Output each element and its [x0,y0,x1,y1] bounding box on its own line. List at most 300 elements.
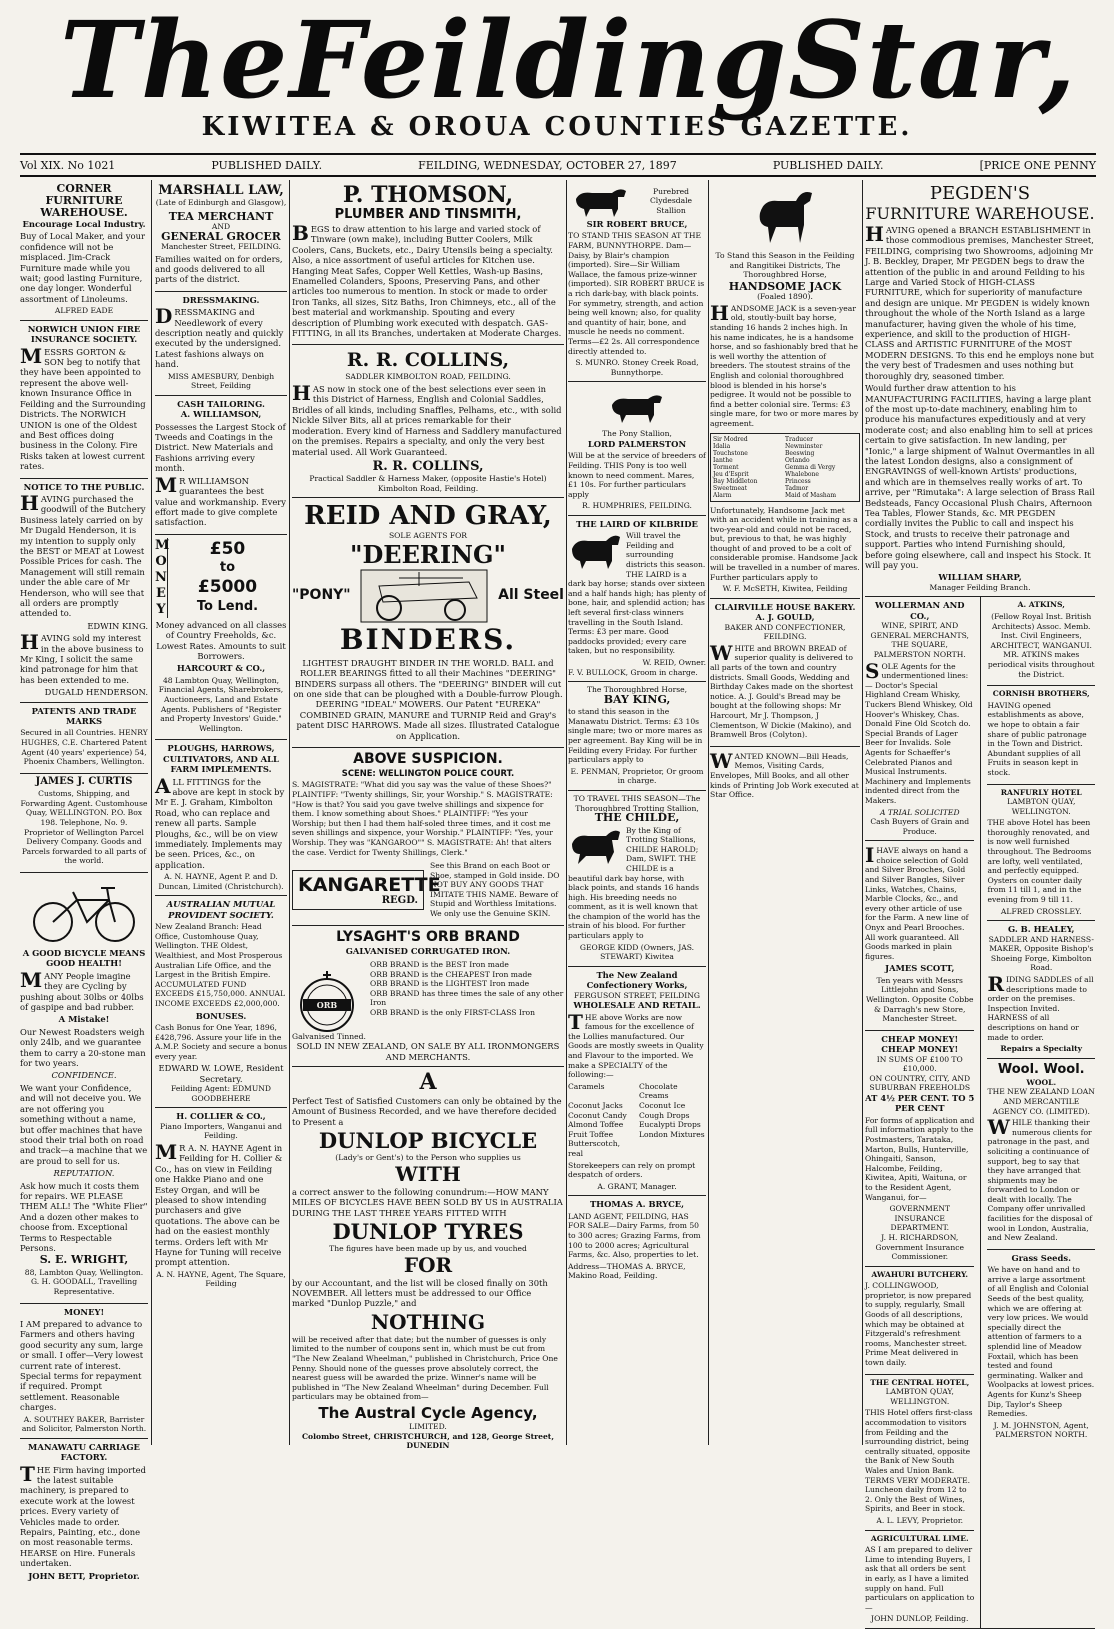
ad-text: Buy of Local Maker, and your confidence will not be misplaced. Jim-Crack Furniture made while you wait; good lasting Furniture, one day longer. Wonderful assortment of Linoleums. [20,231,145,304]
ad-subheading: THE NEW ZEALAND LOAN AND MERCANTILE AGENCY CO. (LIMITED). [987,1087,1095,1116]
ad-text: We want your Confidence, and will not deceive you. We are not offering you something without a name, but offer machines that have stood their trial both on road and track—a machine that we are proud to sell for us. [20,1082,148,1166]
ad-ploughs [155,740,287,896]
ad-text: WHILE thanking their numerous clients for patronage in the past, and soliciting a continuance of support, beg to say that they have arranged that shipments may be forwarded to London or dealt with locally. The Company offer unrivalled facilities for the disposal of wool in London, Australia, and New Zealand. [987,1115,1093,1243]
ad-bicycle [20,873,148,1304]
ad-signature: A. WILLIAMSON, [180,409,262,420]
pedigree-entry: Ianthe [713,456,733,464]
ad-cornish [987,686,1095,784]
ad-text: to stand this season in the Manawatu District. Terms: £3 10s single mare; two or more mares as per agreement. Bay King will be in Feilding every Friday. For further particulars apply to [568,707,703,765]
ad-handsome-jack [710,180,860,599]
ad-text: Customs, Shipping, and Forwarding Agent. Customhouse Quay, WELLINGTON. P.O. Box 198. Telephone, No. 9. Proprietor of Wellington Parcel Delivery Company. Goods and Parcels forwarded to all parts of the world. [20,789,148,866]
ad-heading: H. COLLIER & CO., [176,1111,266,1122]
ad-wanted-known [710,747,860,806]
pedigree-entry: Gemma di Vergy [785,463,836,471]
ad-subheading: WOOL. [1026,1077,1057,1087]
ad-heading: NORWICH UNION FIRE INSURANCE SOCIETY. [27,323,141,345]
ad-signature: A. J. GOULD, [755,612,815,623]
ad-heading: A. ATKINS, [1017,600,1065,610]
ad-address: LAMBTON QUAY, WELLINGTON. [1007,797,1076,816]
ad-text: LAND AGENT, FEILDING, HAS FOR SALE—Dairy Farms, from 50 to 300 acres; Grazing Farms, from 100 to 2000 acres; Agricultural Farms, &c. Also, properties to let. [568,1211,701,1260]
ad-text: a correct answer to the following conundrum:—HOW MANY MILES OF BICYCLES HAVE BEEN SOLD BY US in AUSTRALIA DURING THE LAST THREE YEARS FITTED WITH [292,1186,563,1218]
ad-heading: NOTICE TO THE PUBLIC. [23,481,145,492]
ad-signature: EDWARD W. LOWE, Resident Secretary. [158,1063,284,1084]
pedigree-entry: Torment [713,463,739,471]
ad-reid-gray [292,498,564,748]
masthead-title [60,0,1078,122]
ad-text: DRESSMAKING and Needlework of every description neatly and quickly executed by the undersigned. Latest fashions always on hand. [155,304,284,370]
ad-text: Will be at the service of breeders of Feilding. THIS Pony is too well known to need comment. Mares, £1 10s. For further particulars apply [568,451,706,499]
ad-text: Will travel the Feilding and surrounding districts this season. THE LAIRD is a dark bay horse; stands over sixteen and a half hands high; has plenty of bone, hair, and splendid action; has left several first-class winners travelling in the South Island. Terms: £3 per mare. Good paddocks provided; every care taken, but no responsibility. [568,531,706,656]
column-3 [292,180,564,1451]
ad-heading: THE CENTRAL HOTEL, [870,1377,970,1387]
dateline [20,153,1096,177]
money-vertical-letters: MONEY [155,537,170,617]
ad-sir-robert-bruce [568,180,706,382]
ad-text: ALL FITTINGS for the above are kept in stock by Mr E. J. Graham, Kimbolton Road, who can replace and renew all parts. Sample Ploughs, &c., will be on view immediately. Implements may be seen. Prices, &c., on application. [155,773,285,870]
ad-subheading: BONUSES. [195,1010,247,1021]
ad-text: Ten years with Messrs Littlejohn and Sons, Wellington. Opposite Cobbe & Darragh's new Store, Manchester Street. [866,975,974,1024]
ad-collier [155,1108,287,1293]
ad-signature: The Austral Cycle Agency, [318,1404,538,1423]
ad-address: LAMBTON QUAY, WELLINGTON. [885,1387,954,1406]
ad-subheading: REPUTATION. [53,1168,115,1179]
ad-heading: WOLLERMAN AND CO., [874,600,965,621]
ad-heading: R. R. COLLINS, [346,349,510,372]
pedigree-entry: Touchstone [713,449,748,457]
ad-the-childe [568,791,706,967]
ad-text: HAS now in stock one of the best selections ever seen in this District of Harness, English and Colonial Saddles, Bridles of all kinds, including Snaffles, Pelhams, etc., with solid Nickle Silver Bits, all at prices remarkable for their moderation. Every kind of Harness and Saddlery manufactured on the premises. Repairs a specialty, and only the very best material used. All Work Guaranteed. [292,381,562,457]
horse-name: THE CHILDE, [594,811,680,825]
lolly-item: Chocolate Creams [639,1081,678,1101]
ad-text: The figures have been made up by us, and vouched [329,1244,527,1254]
orb-line: ORB BRAND is the CHEAPEST Iron made [370,969,532,979]
ad-text: WANTED KNOWN—Bill Heads, Memos, Visiting Cards, Envelopes, Mill Books, and all other kinds of Printing Job Work executed at Star Office. [710,748,859,800]
ad-text: Our Newest Roadsters weigh only 24lb, and we guarantee them to carry a 20-stone man for two years. [20,1026,146,1069]
price: [PRICE ONE PENNY [979,158,1096,172]
ad-patents [20,703,148,774]
lolly-item: London Mixtures [639,1129,705,1139]
ad-heading: Purebred Clydesdale Stallion [649,186,693,215]
ad-wollerman [865,597,974,841]
pedigree-entry: Sweetmeat [713,484,747,492]
ad-subheading: BAKER AND CONFECTIONER, FEILDING. [724,622,846,642]
ad-signature: EDWIN KING. [87,620,148,631]
ad-heading: MONEY! [63,1306,105,1317]
ad-signature: W. F. McSETH, Kiwitea, Feilding [722,584,848,594]
ad-signature: DUGALD HENDERSON. [44,687,148,698]
ad-text: THE Firm having imported the latest suitable machinery, is prepared to execute work at the lowest prices. Every variety of Vehicles made to order. Repairs, Painting, etc., done on most reasonable terms. HEARSE on Hire. Funerals undertaken. [20,1461,146,1569]
orb-line: ORB BRAND has three times the sale of any other Iron [370,988,564,1008]
ad-money [20,1304,148,1439]
pedigree-entry: Newminster [785,442,823,450]
pedigree-entry: Idalia [713,442,731,450]
ad-address: Manchester Street, FEILDING. [161,242,281,251]
ad-signature: JOHN DUNLOP, Feilding. [871,1614,969,1624]
ad-heading: MANAWATU CARRIAGE FACTORY. [28,1441,140,1463]
lolly-item: Eucalypti Drops [639,1120,701,1130]
pedigree-entry: Beeswing [785,449,815,457]
ad-text: New Zealand Branch: Head Office, Customhouse Quay, Wellington. THE Oldest, Wealthiest, and Most Prosperous Australian Life Office, and the Largest in the British Empire. ACCUMULATED FUND EXCEEDS £15,750,000. ANNUAL INCOME EXCEEDS £2,000,000. [155,922,286,1008]
ad-text: MR WILLIAMSON guarantees the best value and workmanship. Every effort made to give complete satisfaction. [155,472,287,528]
ad-james-curtis [20,774,148,873]
horse-name: SIR ROBERT BRUCE, [586,219,688,229]
volume-number: Vol XIX. No 1021 [20,158,116,172]
money-to: to [219,559,236,575]
ad-subheading: WINE, SPIRIT, AND GENERAL MERCHANTS, [870,621,969,640]
masthead-word-star: Star, [788,0,1078,122]
lolly-item: Almond Toffee [568,1120,624,1130]
masthead-word-the: The [60,0,290,122]
ad-signature: A. N. HAYNE, Agent P. and D. Duncan, Limited (Christchurch). [158,872,284,891]
ad-lysaght [292,926,564,1067]
ad-subheading: A TRIAL SOLICITED [879,807,960,817]
ad-heading: CASH TAILORING. [177,398,265,409]
ad-signature: ALFRED EADE [54,306,114,316]
ad-text: WHITE and BROWN BREAD of superior quality is delivered to all parts of the town and country districts. Small Goods, Wedding and Birthday Cakes made on the shortest notice. A. J. Gould's Bread may be bought at the following shops: Mr Harcourt, Mr J. Thompson, J Clementson, W Dickie (Makino), and Bramwell Bros (Colyton). [710,640,854,740]
ad-signature: Manager Feilding Branch. [929,582,1031,592]
ad-thomson [292,180,564,345]
ad-text: Money advanced on all classes of Country Freeholds, &c. Lowest Rates. Amounts to suit Borrowers. [155,619,287,661]
pony-icon [602,389,672,425]
pedigree-entry: Alarm [713,491,732,499]
ad-heading: PEGDEN'S [929,183,1031,204]
ad-text: Ask how much it costs them for repairs. WE PLEASE THEM ALL! The "White Flier" And a dozen other makes to choose from. Exceptional Terms to Respectable Persons. [20,1180,148,1253]
pedigree-entry: Bay Middleton [713,477,758,485]
ad-heading: ABOVE SUSPICION. [353,750,503,767]
draught-horse-icon [568,531,622,571]
ad-text: HAVING sold my interest in the above business to Mr King, I solicit the same kind patronage for him that has been extended to me. [20,630,144,685]
columns [20,180,1100,1624]
ad-heading: P. THOMSON, [342,182,514,208]
ad-carriage-factory [20,1439,148,1585]
ad-awahuri-butchery [865,1267,974,1375]
money-box [155,538,287,618]
col6-right [987,597,1095,1627]
ad-amp-society [155,896,287,1108]
ad-heading: CORNER FURNITURE WAREHOUSE. [40,182,128,219]
horse-icon [568,183,632,219]
ad-text: SOLE Agents for the undermentioned lines:— Doctor's Special Highland Cream Whisky, Tuckers Blend Whiskey, Old Hoover's Whiskey, Chas. Donald Fine Old Scotch do. Special Brands of Lager Beer for Invalids. Sole Agents for Schaeffer's Celebrated Pianos and Musical Instruments. Machinery and Implements indented direct from the Makers. [865,658,973,805]
lolly-item: Caramels [568,1081,605,1091]
ad-text: THE above Works are now famous for the excellence of the Lollies manufactured. Our Goods are mostly sweets in Quality and Flavour to the imported. We make a SPECIALTY of the following:— [568,1009,704,1080]
ad-subheading: The Pony Stallion, [602,429,672,439]
ad-heading: CHEAP MONEY! CHEAP MONEY! [881,1033,959,1055]
ad-text: 88, Lambton Quay, Wellington. G. H. GOODALL, Travelling Representative. [24,1267,144,1296]
column-4 [568,180,706,1445]
ad-signature: GOVERNMENT INSURANCE DEPARTMENT. [889,1204,951,1233]
ad-text: (Fellow Royal Inst. British Architects) Assoc. Memb. Inst. Civil Engineers, ARCHITECT, WANGANUI. MR. ATKINS makes periodical visits throughout the District. [987,612,1095,679]
orb-row [292,960,564,1018]
ad-text: I AM prepared to advance to Farmers and others having good security any sum, large or small. I offer—Very lowest current rate of interest. Special terms for repayment if required. Prompt settlement. Reasonable charges. [20,1318,144,1413]
pony-label: "PONY" [292,587,351,604]
ad-heading: HARCOURT & CO., [176,663,266,674]
orb-logo-text: ORB [316,999,338,1010]
ad-heading: THE LAIRD OF KILBRIDE [576,518,698,529]
column-rule [980,597,981,1627]
ad-word: WITH [395,1161,461,1186]
ad-pegden [865,180,1095,597]
lolly-item: Coconut Ice [639,1101,686,1110]
ad-heading: PATENTS AND TRADE MARKS [31,705,137,727]
ad-cash-tailoring [155,396,287,535]
binder-row [292,568,564,624]
ad-heading: CORNISH BROTHERS, [992,689,1090,699]
lolly-item: Cough Drops [639,1110,690,1120]
money-amount-high: £5000 [197,576,258,597]
bicycle-icon [29,880,139,944]
ad-letter: A [419,1069,437,1096]
ad-text: by our Accountant, and the list will be closed finally on 30th NOVEMBER. All letters must be addressed to our Office marked "Dunlop Puzzle," and [292,1277,548,1309]
ad-central-hotel [865,1375,974,1531]
ad-signature: A. N. HAYNE, Agent, The Square, Feilding [156,1269,286,1289]
galvanised-label: Galvanised Tinned. [292,1031,366,1041]
ad-heading: LYSAGHT'S ORB BRAND [336,928,520,945]
ad-signature: A. SOUTHEY BAKER, Barrister and Solicitor, Palmerston North. [21,1414,147,1434]
ad-heading: Grass Seeds. [1011,1252,1071,1263]
ad-subheading: SADDLER AND HARNESS-MAKER, Opposite Bishop's Shoeing Forge, Kimbolton Road. [988,934,1094,973]
ad-dressmaking [155,292,287,396]
ad-marshall-law [155,180,287,292]
ad-signature: R. R. COLLINS, [372,458,484,474]
orb-lines [370,960,564,1018]
ad-address: Colombo Street, CHRISTCHURCH, and 128, George Street, DUNEDIN [302,1431,554,1451]
horse-name: BAY KING, [603,692,671,706]
masthead-subtitle: KIWITEA & OROUA COUNTIES GAZETTE. [201,112,913,142]
ad-text: HAVING opened a BRANCH ESTABLISHMENT in those commodious premises, Manchester Street, FEILDING, comprising two Showrooms, adjoining Mr J. B. Beckley, Draper, Mr PEGDEN begs to draw the attention of the public in and around Feilding to his Large and Varied Stock of HIGH-CLASS FURNITURE, which for superiority of manufacture and design are unique. Mr PEGDEN is widely known throughout the whole of the North Island as a large manufacturer, having given the whole of his time, experience, and skill to the production of HIGH-CLASS and ARTISTIC FURNITURE of the MOST MODERN DESIGNS. To this end he employs none but the very best of Tradesmen and uses nothing but thoroughly dry, seasoned timber. [865,222,1094,381]
ad-subheading: A Mistake! [58,1014,110,1025]
ad-text: Would further draw attention to his MANUFACTURING FACILITIES, having a large plant of the most up-to-date machinery, enabling him to produce his manufactures expeditiously and at very moderate cost; and also enabling him to sell at prices certain to give satisfaction. In new landing, per "Ionic," a large shipment of Walnut Overmantles in all the latest London designs, also a consignment of ENGRAVINGS of well-known Artists' productions, and which are in themselves really works of art. To arrive, per "Rimutaka": A large selection of Brass Rail Bedsteads, Fancy Occasional Plush Chairs, Afternoon Tea Tables, Flower Stands, &c. MR PEGDEN cordially invites the Public to call and inspect his Stock, and trusts to receive their patronage and support. Parties who intend Furnishing should, before going elsewhere, call and inspect his Stock. It will pay you. [865,383,1095,570]
ad-heading: S. E. WRIGHT, [39,1253,129,1267]
ad-signature: E. PENMAN, Proprietor, Or groom in charge. [570,766,704,786]
ad-subheading: GALVANISED CORRUGATED IRON. [345,945,511,956]
ad-subheading: SOLE AGENTS FOR [388,531,468,541]
ad-address: THE SQUARE, PALMERSTON NORTH. [873,640,966,659]
ad-text: For forms of application and full information apply to the Postmasters, Tarataka, Marton, Bulls, Hunterville, Ohingaiti, Sanson, Halcombe, Feilding, Kiwitea, Apiti, Waituna, or to the Resident Agent, Wanganui, for— [865,1115,975,1202]
ad-heading: CLAIRVILLE HOUSE BAKERY. [714,601,856,612]
ad-brand: DUNLOP BICYCLE [318,1128,538,1154]
ad-signature: R. HUMPHRIES, FEILDING. [582,501,692,511]
ad-text: HANDSOME JACK is a seven-year old, stoutly-built bay horse, standing 16 hands 2 inches high. In his name indicates, he is a handsome horse, and so fashionably bred that he is well worthy the attention of breeders. The stoutest strains of the English and colonial thoroughbred blood is blended in his horse's pedigree. It would not be possible to find a better colonial sire. Terms: £3 single mare, for two or more mares by agreement. [710,300,859,428]
ad-text: TO STAND THIS SEASON AT THE FARM, BUNNYTHORPE. Dam—Daisy, by Blair's champion (imported). Sire—Sir William Wallace, the famous prize-winner (imported). SIR ROBERT BRUCE is a rich dark-bay, with black points. For symmetry, strength, and action being well known; also, for quality and quantity of hair, bone, and muscle he needs no comment. Terms—£2 2s. All correspondence directly attended to. [568,231,705,356]
ad-signature: Practical Saddler & Harness Maker, (opposite Hastie's Hotel) Kimbolton Road, Feilding. [309,473,547,493]
ad-heading: FURNITURE WAREHOUSE. [865,204,1095,223]
kangarette-logo [292,870,441,910]
ad-brand: DUNLOP TYRES [332,1219,524,1245]
ad-subheading: WHOLESALE AND RETAIL. [573,1000,701,1011]
ad-signature: J. H. RICHARDSON, Government Insurance Commissioner. [875,1232,964,1262]
ad-text: 48 Lambton Quay, Wellington, Financial Agents, Sharebrokers, Auctioneers, Land and Estate Agents. Publishers of "Register and Property Investors' Guide." Wellington. [158,675,284,733]
ad-bay-king [568,682,706,791]
issue-date: FEILDING, WEDNESDAY, OCTOBER 27, 1897 [418,158,677,172]
ad-corner-furniture [20,180,148,321]
lolly-item: Coconut Candy [568,1110,627,1120]
ad-signature: J. M. JOHNSTON, Agent, PALMERSTON NORTH. [993,1420,1089,1440]
ad-line: TEA MERCHANT [168,209,274,223]
ad-text: S. MAGISTRATE: "What did you say was the value of these Shoes?" PLAINTIFF: "Twenty shillings, Sir, your Worship." S. MAGISTRATE: "How is that? You said you gave twelve shillings and sixpence for them. I know something about Shoes." PLAINTIFF: "Yes your Worship; but then I had them half-soled three times, and it cost me seven shillings and sixpence, your Worship." PLAINTIFF: "Yes, your Worship. They was "KANGAROO"" S. MAGISTRATE: Ah! that alters the case. Verdict for Twenty Shillings, Clerk." [292,780,553,857]
ad-signature: JOHN BETT, Proprietor. [28,1570,140,1581]
ad-signature: W. REID, Owner. [642,658,706,667]
ad-signature: WILLIAM SHARP, [938,572,1022,583]
ad-line: GENERAL GROCER [161,229,281,243]
ad-dunlop [292,1067,564,1455]
ad-text: Secured in all Countries. HENRY HUGHES, C.E. Chartered Patent Agent (40 years' experience) 54, Phoenix Chambers, Wellington. [20,728,148,767]
ad-text: Cash Buyers of Grain and Produce. [870,817,970,836]
ad-brand: BINDERS. [339,622,517,656]
orb-line: ORB BRAND is the BEST Iron made [370,960,509,970]
lolly-item: Coconut Jacks [568,1101,623,1110]
ad-subheading: (Late of Edinburgh and Glasgow), [155,198,287,207]
ad-text: MR A. N. HAYNE Agent in Feilding for H. Collier & Co., has on view in Feilding one Hakke Piano and one Estey Organ, and will be pleased to show intending purchasers and give quotations. The above can be had on the easiest monthly terms. Orders left with Mr Hayne for Tuning will receive prompt attention. [155,1139,283,1268]
thoroughbred-horse-icon [750,187,820,247]
pedigree-entry: Princess [785,477,811,485]
brand-regd: REGD. [381,894,418,906]
orb-logo-wrap [292,967,362,1010]
pedigree-entry: Whalebone [785,470,819,478]
ad-signature: A. GRANT, Manager. [597,1181,677,1191]
ad-subheading: TO TRAVEL THIS SEASON—The Thoroughbred Trotting Stallion, [573,793,701,813]
ad-text: THE above Hotel has been thoroughly renovated, and is now well furnished throughout. The Bedrooms are lofty, well ventilated, and perfectly equipped. Oysters on counter daily from 11 till 1, and in the evening from 9 till 11. [987,818,1092,905]
ad-cheap-money [865,1031,974,1267]
column-2 [155,180,287,1445]
ad-bryce [568,1196,706,1285]
ad-text: J. COLLINGWOOD, proprietor, is now prepared to supply, regularly, Small Goods of all descriptions, which may be obtained at Fitzgerald's refreshment rooms, Manchester street. Prime Meat delivered in town daily. [865,1281,972,1368]
binder-machine-icon [359,568,489,624]
ad-collins [292,345,564,498]
ad-text: (Lady's or Gent's) to the Person who supplies us [335,1153,521,1163]
ad-healey [987,921,1095,1059]
kangarette-row [292,859,564,921]
ad-subheading: PLUMBER AND TINSMITH, [334,207,522,222]
money-amount-low: £50 [209,538,246,559]
column-1 [20,180,148,1581]
masthead [0,0,1114,160]
column-5 [710,180,860,1445]
pedigree-table [710,433,860,502]
trotting-horse-icon [568,826,622,866]
all-steel-label: All Steel [498,587,564,604]
ad-heading: A GOOD BICYCLE MEANS GOOD HEALTH! [22,948,146,969]
col6-split [865,597,1095,1628]
ad-wool [987,1059,1095,1250]
ad-heading: THOMAS A. BRYCE, [589,1199,685,1210]
ad-confectionery [568,967,706,1197]
ad-clairville-bakery [710,599,860,747]
lollies-list [568,1082,706,1159]
horse-row [568,183,706,219]
ad-text: ON COUNTRY, CITY, AND SUBURBAN FREEHOLDS [869,1073,971,1093]
ad-text: Unfortunately, Handsome Jack met with an accident while in training as a two-year-old and could not be raced, but, previous to that, he was highly thought of and proved to be a colt of considerable promise. Handsome Jack will be travelled in a number of mares. Further particulars apply to [710,505,860,582]
horse-name: LORD PALMERSTON [587,438,687,449]
ad-subheading: Repairs a Specialty [1000,1044,1083,1054]
masthead-word-feilding: Feilding [289,0,789,122]
ad-text: IHAVE always on hand a choice selection of Gold and Silver Brooches, Gold and Silver Bangles, Silver Links, Watches, Chains, Marble Clocks, &c., and every other article of use for the Farm. A new line of Onyx and Pearl Brooches. All work guaranteed. All Goods marked in plain figures. [865,843,969,961]
ad-text: Possesses the Largest Stock of Tweeds and Coatings in the District. New Materials and Fashions arriving every month. [155,421,286,474]
ad-word: NOTHING [370,1309,486,1334]
ad-heading: JAMES J. CURTIS [35,775,133,787]
ad-signature: GEORGE KIDD (Owners, JAS. STEWART) Kiwitea [579,942,695,962]
ad-atkins [987,597,1095,686]
ad-subheading: (Foaled 1890). [757,292,813,302]
ad-signature: F. V. BULLOCK, Groom in charge. [568,667,698,677]
ad-text: See this Brand on each Boot or Shoe, stamped in Gold inside. DO NOT BUY ANY GOODS THAT IMITATE THIS NAME. Beware of Stupid and Worthless Imitations. We only use the Genuine SKIN. [430,861,560,919]
ad-text: Storekeepers can rely on prompt despatch of orders. [568,1160,696,1180]
ad-subheading: SCENE: WELLINGTON POLICE COURT. [341,767,515,778]
ad-signature: JAMES SCOTT, [885,963,955,974]
ad-signature: LIMITED. [409,1422,447,1432]
orb-line: ORB BRAND is the only FIRST-CLASS Iron [370,1008,536,1018]
ad-text: HAVING purchased the goodwill of the Butchery Business lately carried on by Mr Dugald Henderson, it is my intention to supply only the BEST or MEAT at Lowest Possible Prices for cash. The Management will still remain under the able care of Mr Henderson, who will see that all orders are promptly attended to. [20,490,146,619]
ad-heading: DRESSMAKING. [182,294,260,305]
ad-rate: AT 4½ PER CENT. TO 5 PER CENT [865,1092,975,1114]
pedigree-entry: Jeu d'Esprit [713,470,749,478]
ad-heading: Wool. Wool. [997,1061,1085,1077]
ad-text: LIGHTEST DRAUGHT BINDER IN THE WORLD. BALL and ROLLER BEARINGS fitted to all their Machines "DEERING" BINDERS surpass all others. The "DEERING" BINDER will cut on one side that can be ploughed with a Double-furrow Plough. DEERING "IDEAL" MOWERS. Our Patent "EUREKA" COMBINED GRAIN, MANURE and TURNIP Reid and Gray's patent DISC HARROWS. Made all sizes. Illustrated Catalogue on Application. [293,657,563,741]
ad-notice-public [20,479,148,703]
ad-heading: RANFURLY HOTEL [1000,787,1082,797]
pedigree-entry: Orlando [785,456,810,464]
ad-signature: ALFRED CROSSLEY. [1000,906,1082,916]
ad-text: Cash Bonus for One Year, 1896, £428,796. Assure your life in the A.M.P. Society and secure a bonus every year. [155,1022,288,1061]
ad-text: Perfect Test of Satisfied Customers can only be obtained by the Amount of Business Recorded, and we have therefore decided to Present a [292,1096,562,1127]
ad-text: HAVING opened establishments as above, we hope to obtain a fair share of public patronage in the Town and District. Abundant supplies of all Fruits in season kept in stock. [987,700,1087,777]
ad-above-suspicion [292,748,564,926]
ad-signature: Address—THOMAS A. BRYCE, Makino Road, Feilding. [568,1261,686,1281]
ad-word: FOR [403,1252,453,1277]
ad-line: AND [211,222,231,231]
column-6 [865,180,1095,1624]
lolly-item: Fruit Toffee [568,1129,614,1139]
ad-norwich-union [20,321,148,479]
ad-agricultural-lime [865,1531,974,1628]
ad-text: MESSRS GORTON & SON beg to notify that they have been appointed to represent the above well-known Insurance Office in Feilding and the Surrounding Districts. The NORWICH UNION is one of the Oldest and Best offices doing business in the Colony. Fire Risks taken at lowest current rates. [20,343,146,472]
ad-subheading: The Thoroughbred Horse, [586,685,688,695]
ad-ranfurly [987,785,1095,922]
pedigree-entry: Maid of Masham [785,491,837,499]
ad-text: By the King of Trotting Stallions, CHILDE HAROLD; Dam, SWIFT. THE CHILDE is a beautiful dark bay horse, with black points, and stands 16 hands high. His breeding needs no comment, as it is well known that the champion of the world has the strain of his blood. For further particulars apply to [568,825,701,941]
ad-heading: AGRICULTURAL LIME. [870,1533,969,1543]
ad-text: BEGS to draw attention to his large and varied stock of Tinware (own make), including Butter Coolers, Milk Coolers, Cans, Buckets, etc., Dairy Utensils being a specialty. Also, a nice assortment of useful articles for Kitchen use. Hanging Meat Safes, Copper Well Kettles, Wash-up Basins, Enamelled Colanders, Spoons, Preserving Pans, and other articles too numerous to mention. In stock or made to order Iron Tanks, all sizes, Sitz Baths, Iron Chimneys, etc., all of the best material and workmanship. Spouting and every description of Plumbing work executed with despatch. GAS-FITTING, in all its Branches, undertaken at Moderate Charges. [292,221,562,339]
lolly-item: Butterscotch, real [568,1139,621,1158]
ad-subheading: CONFIDENCE. [51,1070,117,1081]
pedigree-entry: Traducer [785,435,813,443]
ad-text: MANY People imagine they are Cycling by pushing about 30lbs or 40lbs of gaspipe and bad rubber. [20,967,144,1013]
ad-heading: PLOUGHS, HARROWS, CULTIVATORS, AND ALL FARM IMPLEMENTS. [163,743,279,775]
ad-heading: MARSHALL LAW, [158,183,284,198]
ad-subheading: Encourage Local Industry. [22,219,146,229]
ad-brand: "DEERING" [349,539,506,569]
ad-heading: AUSTRALIAN MUTUAL PROVIDENT SOCIETY. [166,899,276,920]
ad-signature: A. L. LEVY, Proprietor. [876,1515,964,1525]
ad-text: AS I am prepared to deliver Lime to intending Buyers, I ask that all orders be sent in early, as I have a limited supply on hand. Full particulars on application to— [865,1545,975,1612]
ad-subheading: SADDLER KIMBOLTON ROAD, FEILDING. [345,372,511,382]
ad-subheading: Piano Importers, Wanganui and Feilding. [160,1121,282,1141]
horse-name: HANDSOME JACK [728,279,842,293]
ad-address: FERGUSON STREET, FEILDING [574,990,700,1000]
ad-text: SOLD IN NEW ZEALAND, ON SALE BY ALL IRONMONGERS AND MERCHANTS. [296,1041,560,1062]
money-lend: To Lend. [196,598,259,614]
ad-text: RIDING SADDLES of all descriptions made to order on the premises. Inspection Invited. HARNESS of all descriptions on hand or made to order. [987,972,1094,1042]
ad-signature: S. MUNRO. Stoney Creek Road, Bunnythorpe. [575,358,699,377]
ad-laird-kilbride [568,516,706,682]
ad-text: THIS Hotel offers first-class accommodation to visitors from Feilding and the surrounding district, being centrally situated, opposite the Bank of New South Wales and Union Bank. TERMS VERY MODERATE. Luncheon daily from 12 to 2. Only the Best of Wines, Spirits, and Beer in stock. [865,1408,973,1514]
ad-money-lend [155,535,287,741]
pedigree-entry: Sir Modred [713,435,748,443]
ad-text: We have on hand and to arrive a large assortment of all English and Colonial Seeds of the best quality, which we are offering at very low prices. We would specially direct the attention of farmers to a splendid line of Meadow Foxtail, which has been tested and found germinating. Walker and Woolpacks at lowest prices. Agents for Kunz's Sheep Dip, Taylor's Sheep Remedies. [987,1265,1095,1419]
ad-grass-seeds [987,1250,1095,1444]
brand-name: KANGARETTE [298,873,441,896]
ad-text: To Stand this Season in the Feilding and Rangitikei Districts, The Thoroughbred Horse, [715,251,855,280]
ad-heading: G. B. HEALEY, [1007,924,1075,935]
